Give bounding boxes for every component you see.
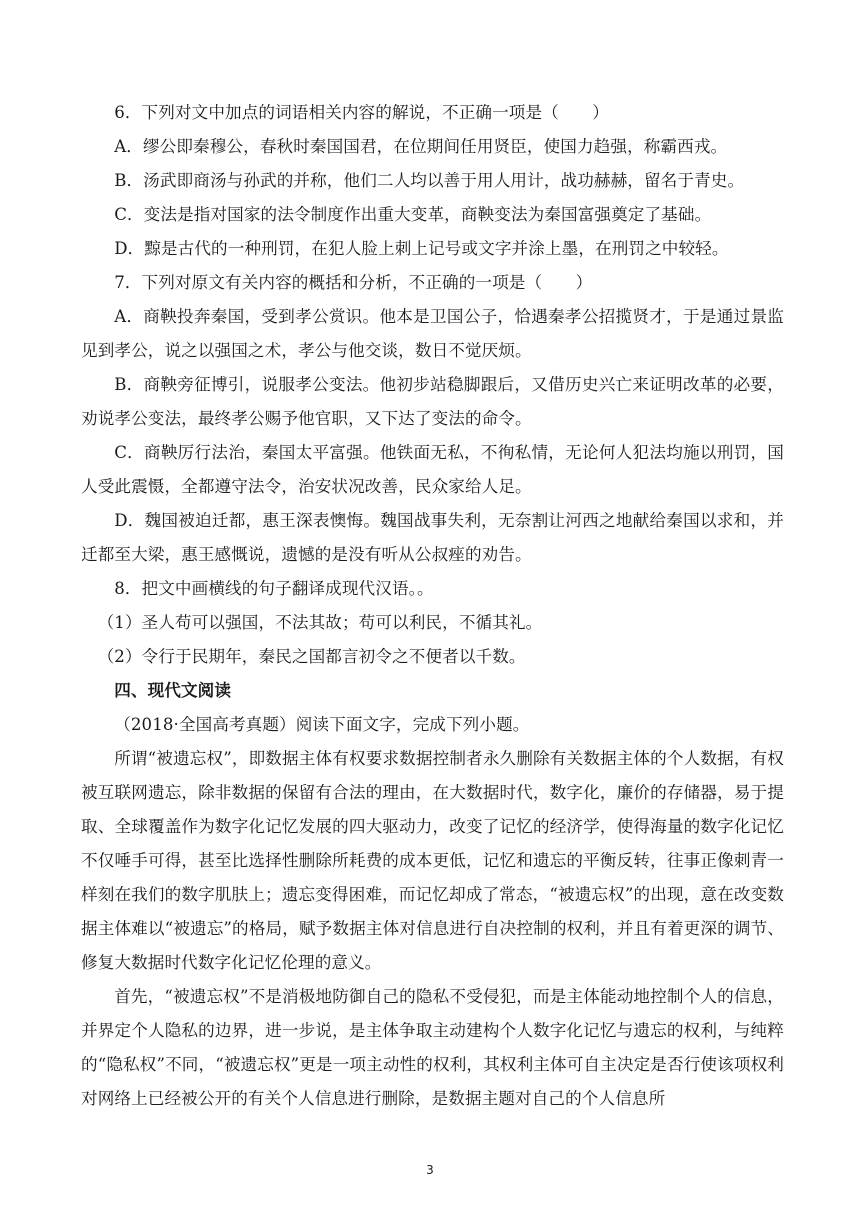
- question-7-option-d: D．魏国被迫迁都，惠王深表懊悔。魏国战事失利，无奈割让河西之地献给秦国以求和，并迁都至大梁，惠王感慨说，遗憾的是没有听从公叔痤的劝告。: [81, 511, 784, 564]
- question-7-option-a: A．商鞅投奔秦国，受到孝公赏识。他本是卫国公子，恰遇秦孝公招揽贤才，于是通过景监见到孝公，说之以强国之术，孝公与他交谈，数日不觉厌烦。: [81, 307, 784, 360]
- question-6-stem: 6．下列对文中加点的词语相关内容的解说，不正确一项是（ ）: [114, 103, 609, 122]
- question-7-stem: 7．下列对原文有关内容的概括和分析，不正确的一项是（ ）: [114, 273, 593, 292]
- question-7-option-b: B．商鞅旁征博引，说服孝公变法。他初步站稳脚跟后，又借历史兴亡来证明改革的必要，劝说孝公变法，最终孝公赐予他官职，又下达了变法的命令。: [81, 375, 784, 428]
- page-content: [81, 96, 784, 1116]
- question-8-sentence-2: （2）令行于民期年，秦民之国都言初令之不便者以千数。: [97, 647, 526, 666]
- reading-paragraph-1: 所谓“被遗忘权”，即数据主体有权要求数据控制者永久删除有关数据主体的个人数据，有权被互联网遗忘，除非数据的保留有合法的理由，在大数据时代，数字化，廉价的存储器，易于提取、全球覆盖作为数字化记忆发展的四大驱动力，改变了记忆的经济学，使得海量的数字化记忆不仅唾手可得，甚至比选择性删除所耗费的成本更低，记忆和遗忘的平衡反转，往事正像刺青一样刻在我们的数字肌肤上；遗忘变得困难，而记忆却成了常态，“被遗忘权”的出现，意在改变数据主体难以“被遗忘”的格局，赋予数据主体对信息进行自决控制的权利，并且有着更深的调节、修复大数据时代数字化记忆伦理的意义。: [81, 749, 784, 972]
- question-7-option-c: C．商鞅厉行法治，秦国太平富强。他铁面无私，不徇私情，无论何人犯法均施以刑罚，国人受此震慑，全都遵守法令，治安状况改善，民众家给人足。: [81, 443, 784, 496]
- question-8-sentence-1: （1）圣人苟可以强国，不法其故；苟可以利民，不循其礼。: [97, 613, 543, 632]
- section-heading: 四、现代文阅读: [114, 681, 232, 700]
- question-6-option-b: B．汤武即商汤与孙武的并称，他们二人均以善于用人用计，战功赫赫，留名于青史。: [114, 171, 745, 190]
- question-6-option-a: A．缪公即秦穆公，春秋时秦国国君，在位期间任用贤臣，使国力趋强，称霸西戎。: [114, 137, 728, 156]
- question-6-option-d: D．黥是古代的一种刑罚，在犯人脸上刺上记号或文字并涂上墨，在刑罚之中较轻。: [114, 239, 729, 258]
- page-number: 3: [426, 1163, 434, 1177]
- section-source: （2018·全国高考真题）阅读下面文字，完成下列小题。: [114, 715, 530, 734]
- reading-paragraph-2: 首先，“被遗忘权”不是消极地防御自己的隐私不受侵犯，而是主体能动地控制个人的信息，并界定个人隐私的边界，进一步说，是主体争取主动建构个人数字化记忆与遗忘的权利，与纯粹的“隐私权”不同，“被遗忘权”更是一项主动性的权利，其权利主体可自主决定是否行使该项权利对网络上已经被公开的有关个人信息进行删除，是数据主题对自己的个人信息所: [81, 987, 784, 1108]
- question-8-stem: 8．把文中画横线的句子翻译成现代汉语。。: [114, 579, 434, 598]
- question-6-option-c: C．变法是指对国家的法令制度作出重大变革，商鞅变法为秦国富强奠定了基础。: [114, 205, 712, 224]
